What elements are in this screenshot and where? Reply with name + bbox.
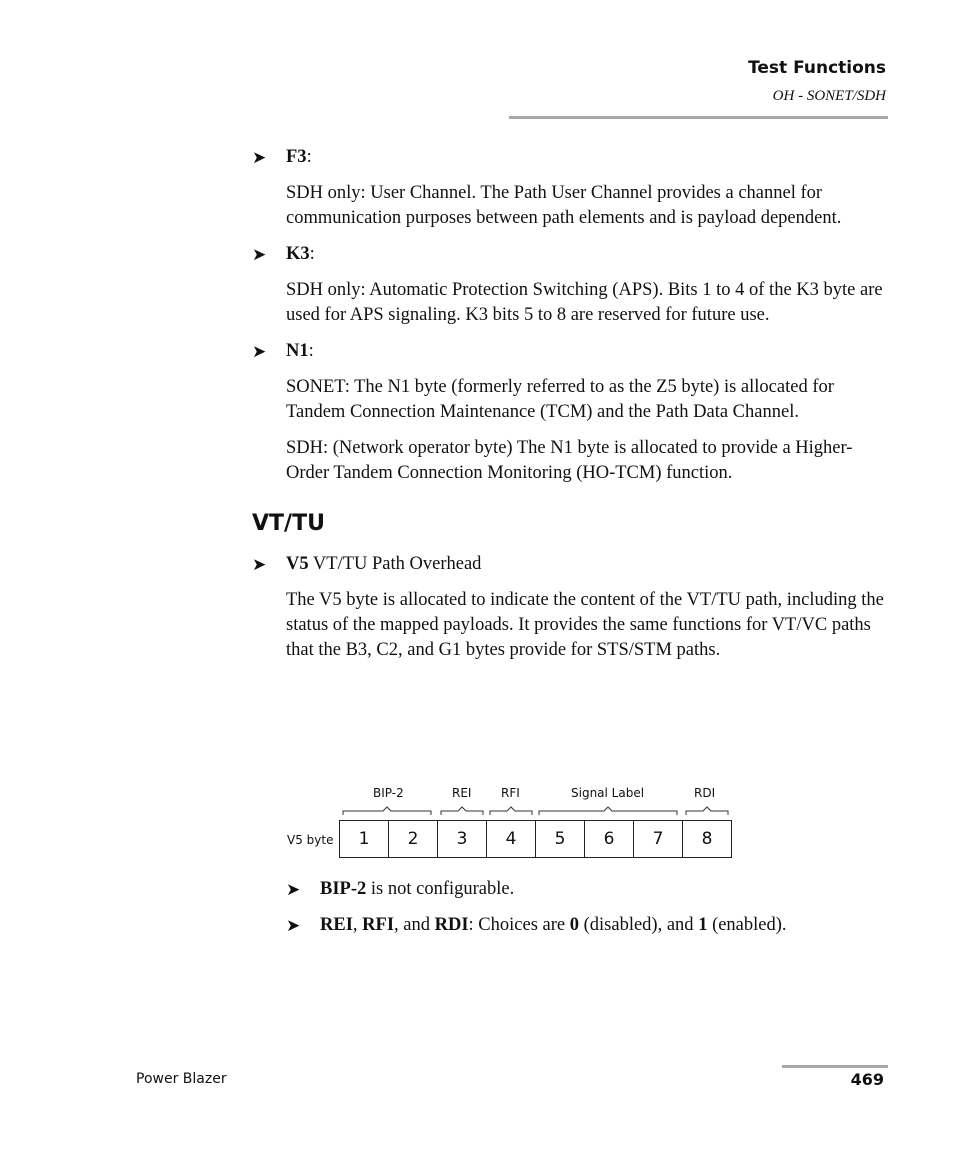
bit-cell: 7 <box>634 821 683 857</box>
term-f3: F3 <box>286 147 307 167</box>
list-item-f3: ➤ F3: <box>252 145 892 170</box>
term-bip2: BIP-2 <box>320 879 367 899</box>
header-subtitle: OH - SONET/SDH <box>772 88 886 104</box>
paragraph-n1-sonet: SONET: The N1 byte (formerly referred to as the Z5 byte) is allocated for Tandem Connection Maintenance (TCM) and the Path Data Channel. <box>286 377 834 422</box>
v5-byte-label: V5 byte <box>287 833 334 847</box>
bit-cell: 4 <box>487 821 536 857</box>
page-number: 469 <box>850 1070 884 1089</box>
group-label-signal-label: Signal Label <box>571 786 645 800</box>
term-k3: K3 <box>286 244 310 264</box>
header-title: Test Functions <box>748 58 886 78</box>
paragraph-f3: SDH only: User Channel. The Path User Channel provides a channel for communication purposes between path elements and is payload dependent. <box>286 183 842 228</box>
term-v5: V5 <box>286 554 309 574</box>
brace-signal-label <box>539 807 677 815</box>
paragraph-v5: The V5 byte is allocated to indicate the content of the VT/TU path, including the status of the mapped payloads. It provides the same functions for VT/VC paths that the B3, C2, and G1 bytes provide for STS/STM paths. <box>286 590 884 660</box>
section-heading: VT/TU <box>252 511 325 536</box>
arrow-bullet-icon: ➤ <box>286 916 301 935</box>
brace-bip2 <box>343 807 431 815</box>
note-choices: ➤ REI, RFI, and RDI: Choices are 0 (disabled), and 1 (enabled). <box>286 913 886 938</box>
bit-cell: 8 <box>701 829 713 849</box>
list-item-v5: ➤ V5 VT/TU Path Overhead <box>252 552 892 577</box>
paragraph-n1-sdh: SDH: (Network operator byte) The N1 byte is allocated to provide a Higher-Order Tandem Connection Monitoring (HO-TCM) function. <box>286 438 853 483</box>
term-n1: N1 <box>286 341 309 361</box>
header-rule <box>509 116 888 119</box>
arrow-bullet-icon: ➤ <box>286 880 301 899</box>
bit-row <box>339 820 732 858</box>
bit-cell: 2 <box>389 821 438 857</box>
footer-rule <box>782 1065 888 1068</box>
arrow-bullet-icon: ➤ <box>252 342 267 361</box>
arrow-bullet-icon: ➤ <box>252 148 267 167</box>
group-label-rei: REI <box>452 786 472 800</box>
group-label-rfi: RFI <box>501 786 520 800</box>
note-bip2: ➤ BIP-2 is not configurable. <box>286 877 886 902</box>
footer-product: Power Blazer <box>136 1071 227 1087</box>
page-body <box>252 145 892 674</box>
group-label-bip2: BIP-2 <box>373 786 404 800</box>
list-item-n1: ➤ N1: <box>252 339 892 364</box>
bit-cell: 6 <box>585 821 634 857</box>
group-label-rdi: RDI <box>694 786 716 800</box>
v5-byte-diagram <box>287 785 747 865</box>
arrow-bullet-icon: ➤ <box>252 555 267 574</box>
paragraph-k3: SDH only: Automatic Protection Switching (APS). Bits 1 to 4 of the K3 byte are used for APS signaling. K3 bits 5 to 8 are reserved for future use. <box>286 280 883 325</box>
arrow-bullet-icon: ➤ <box>252 245 267 264</box>
bit-cell: 3 <box>438 821 487 857</box>
list-item-k3: ➤ K3: <box>252 242 892 267</box>
notes-list <box>286 877 886 949</box>
brace-rfi <box>490 807 532 815</box>
brace-rdi <box>686 807 728 815</box>
brace-rei <box>441 807 483 815</box>
bit-cell: 1 <box>340 821 389 857</box>
bit-cell: 5 <box>536 821 585 857</box>
